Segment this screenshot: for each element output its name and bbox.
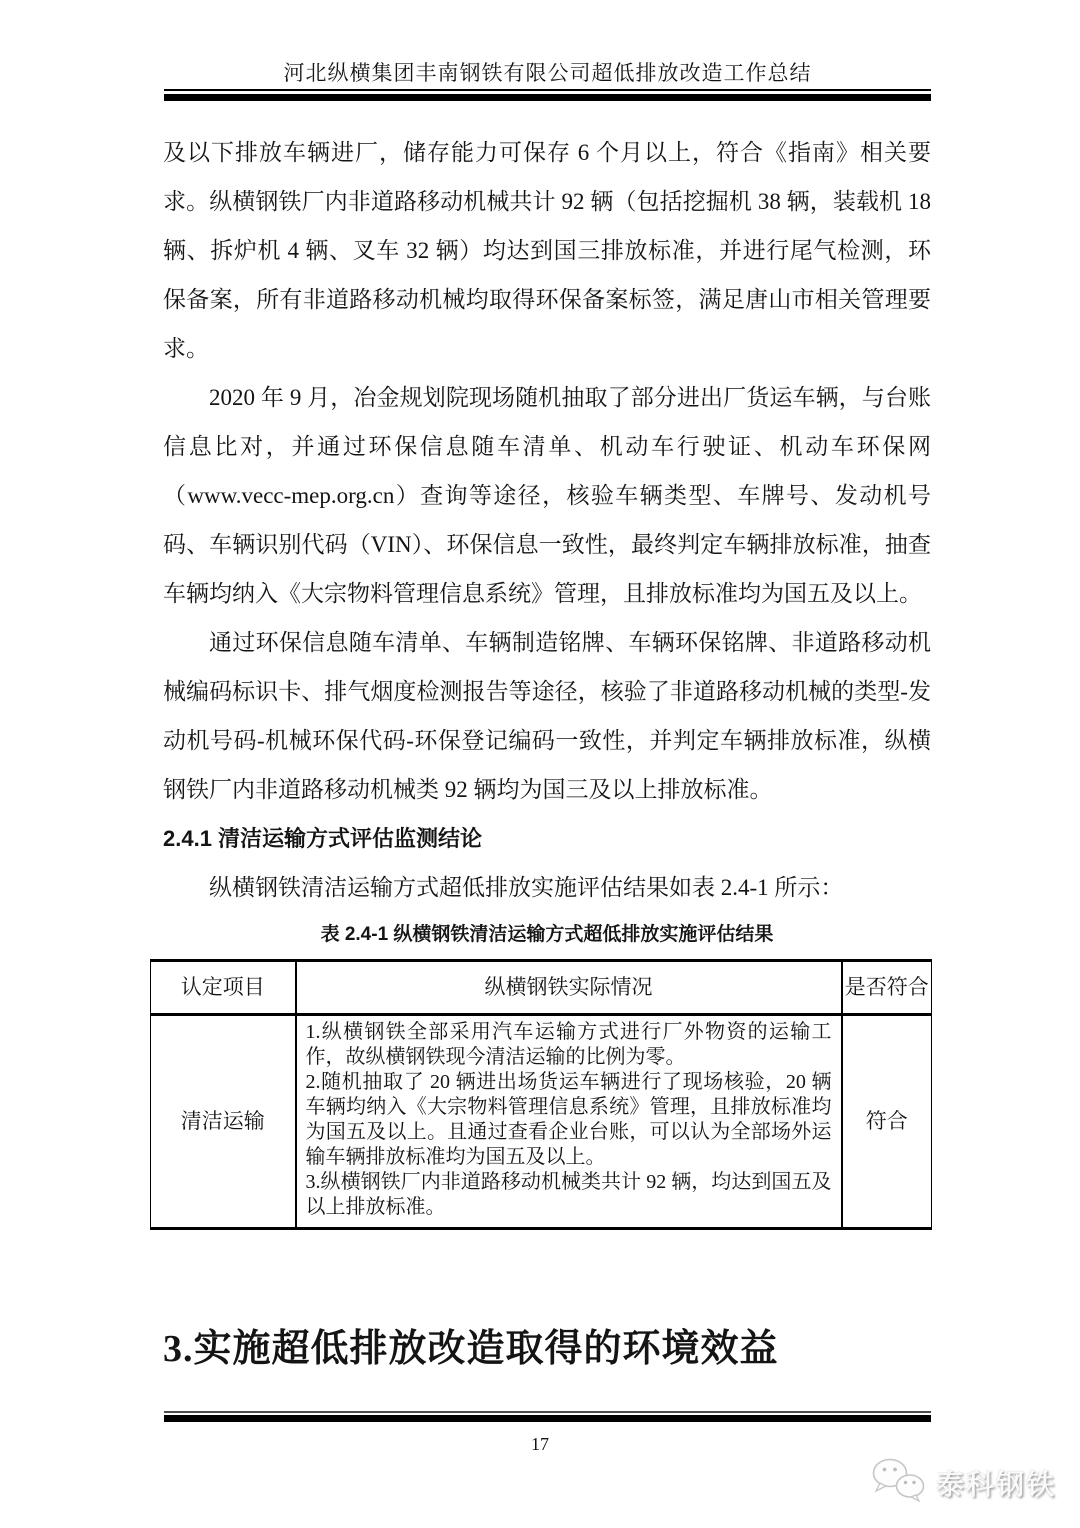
watermark-label: 泰科钢铁: [935, 1468, 1056, 1500]
table-header-cell-item: 认定项目: [151, 961, 296, 1015]
paragraph: 通过环保信息随车清单、车辆制造铭牌、车辆环保铭牌、非道路移动机械编码标识卡、排气烟度检测报告等途径，核验了非道路移动机械的类型-发动机号码-机械环保代码-环保登记编码一致性，并判定车辆排放标准，纵横钢铁厂内非道路移动机械类 92 辆均为国三及以上排放标准。: [163, 630, 931, 802]
document-body: [163, 128, 931, 1373]
table-header-cell-detail: 纵横钢铁实际情况: [296, 961, 842, 1015]
detail-item: 2.随机抽取了 20 辆进出场货运车辆进行了现场核验，20 辆车辆均纳入《大宗物料管理信息系统》管理，且排放标准均为国五及以上。且通过查看企业台账，可以认为全部场外运输车辆排放标准均为国五及以上。: [305, 1071, 832, 1168]
header-rule: [164, 89, 931, 101]
paragraph: 2020 年 9 月，冶金规划院现场随机抽取了部分进出厂货运车辆，与台账信息比对，并通过环保信息随车清单、机动车行驶证、机动车环保网（www.vecc-mep.org.cn）查询等途径，核验车辆类型、车牌号、发动机号码、车辆识别代码（VIN）、环保信息一致性，最终判定车辆排放标准，抽查车辆均纳入《大宗物料管理信息系统》管理，且排放标准均为国五及以上。: [163, 385, 931, 606]
watermark: [870, 1456, 1056, 1509]
footer-rule-thin-line: [164, 1411, 931, 1413]
table-header-cell-result: 是否符合: [842, 961, 932, 1015]
header-rule-thin-line: [164, 89, 931, 91]
header-title: 河北纵横集团丰南钢铁有限公司超低排放改造工作总结: [283, 61, 812, 85]
table-row: [151, 1015, 932, 1229]
assessment-table: [150, 959, 932, 1230]
paragraph: 及以下排放车辆进厂，储存能力可保存 6 个月以上，符合《指南》相关要求。纵横钢铁厂内非道路移动机械共计 92 辆（包括挖掘机 38 辆，装载机 18 辆、拆炉机 4 辆、叉车 32 辆）均达到国三排放标准，并进行尾气检测，环保备案，所有非道路移动机械均取得环保备案标签，满足唐山市相关管理要求。: [163, 140, 931, 361]
detail-item: 3.纵横钢铁厂内非道路移动机械类共计 92 辆，均达到国五及以上排放标准。: [305, 1171, 832, 1218]
details-cell: [296, 1015, 842, 1229]
detail-item: 1.纵横钢铁全部采用汽车运输方式进行厂外物资的运输工作，故纵横钢铁现今清洁运输的比例为零。: [305, 1021, 832, 1068]
footer-rule: [164, 1411, 931, 1422]
table-header-row: [151, 961, 932, 1015]
footer-rule-thick-line: [164, 1415, 931, 1422]
header-rule-thick-line: [164, 94, 931, 101]
page-number: 17: [531, 1434, 549, 1454]
item-cell: 清洁运输: [151, 1015, 296, 1229]
result-cell: 符合: [842, 1015, 932, 1229]
table-intro: 纵横钢铁清洁运输方式超低排放实施评估结果如表 2.4-1 所示：: [209, 875, 844, 900]
chapter-heading: 3.实施超低排放改造取得的环境效益: [163, 1328, 779, 1370]
table-caption: 表 2.4-1 纵横钢铁清洁运输方式超低排放实施评估结果: [320, 924, 774, 945]
section-heading: 2.4.1 清洁运输方式评估监测结论: [163, 826, 483, 851]
wechat-icon: [870, 1456, 928, 1509]
